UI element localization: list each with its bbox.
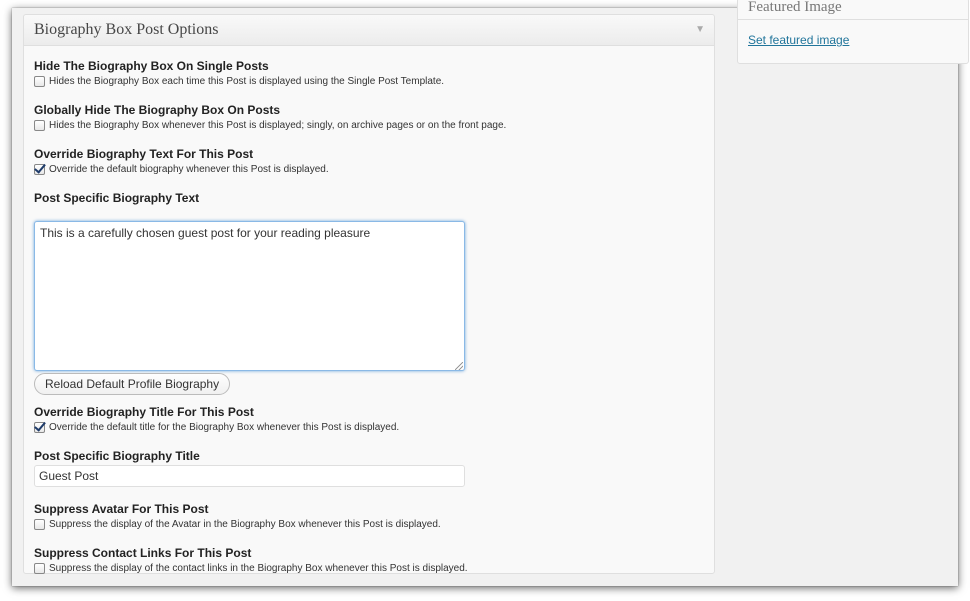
option-desc-override-text: Override the default biography whenever this Post is displayed. bbox=[49, 164, 329, 175]
option-desc-override-title: Override the default title for the Biography Box whenever this Post is displayed. bbox=[49, 422, 400, 433]
resize-handle-icon[interactable] bbox=[455, 362, 463, 370]
option-row-suppress-avatar bbox=[34, 519, 441, 530]
bio-title-input[interactable] bbox=[34, 465, 465, 487]
app-window bbox=[12, 0, 958, 586]
checkbox-suppress-links[interactable] bbox=[34, 563, 45, 574]
option-row-suppress-links bbox=[34, 563, 468, 574]
bio-text-label: Post Specific Biography Text bbox=[34, 191, 200, 205]
checkbox-suppress-avatar[interactable] bbox=[34, 519, 45, 530]
option-label-override-text: Override Biography Text For This Post bbox=[34, 147, 254, 161]
option-desc-suppress-links: Suppress the display of the contact links in the Biography Box whenever this Post is displayed. bbox=[49, 563, 468, 574]
postbox-header[interactable] bbox=[24, 15, 714, 46]
option-label-override-title: Override Biography Title For This Post bbox=[34, 405, 254, 419]
divider bbox=[738, 19, 968, 20]
bio-title-label: Post Specific Biography Title bbox=[34, 449, 200, 463]
option-row-global-hide bbox=[34, 120, 506, 131]
option-label-global-hide: Globally Hide The Biography Box On Posts bbox=[34, 103, 281, 117]
checkbox-hide-single[interactable] bbox=[34, 76, 45, 87]
option-row-hide-single bbox=[34, 76, 444, 87]
checkbox-override-title[interactable] bbox=[34, 422, 45, 433]
biography-box-postbox bbox=[23, 14, 715, 574]
option-desc-global-hide: Hides the Biography Box whenever this Post is displayed; singly, on archive pages or on the front page. bbox=[49, 120, 507, 131]
featured-image-title: Featured Image bbox=[748, 0, 842, 15]
checkbox-global-hide[interactable] bbox=[34, 120, 45, 131]
bio-text-textarea[interactable] bbox=[34, 221, 465, 371]
featured-image-box bbox=[737, 0, 969, 64]
option-label-suppress-avatar: Suppress Avatar For This Post bbox=[34, 502, 209, 516]
set-featured-image-link[interactable]: Set featured image bbox=[748, 33, 850, 47]
option-desc-hide-single: Hides the Biography Box each time this Post is displayed using the Single Post Template. bbox=[49, 76, 445, 87]
checkbox-override-text[interactable] bbox=[34, 164, 45, 175]
option-label-hide-single: Hide The Biography Box On Single Posts bbox=[34, 59, 269, 73]
option-label-suppress-links: Suppress Contact Links For This Post bbox=[34, 546, 252, 560]
triangle-down-icon[interactable]: ▼ bbox=[695, 24, 705, 35]
option-desc-suppress-avatar: Suppress the display of the Avatar in the Biography Box whenever this Post is displayed. bbox=[49, 519, 441, 530]
reload-default-bio-button[interactable]: Reload Default Profile Biography bbox=[34, 373, 230, 395]
postbox-title: Biography Box Post Options bbox=[34, 21, 219, 38]
option-row-override-title bbox=[34, 422, 399, 433]
option-row-override-text bbox=[34, 164, 329, 175]
